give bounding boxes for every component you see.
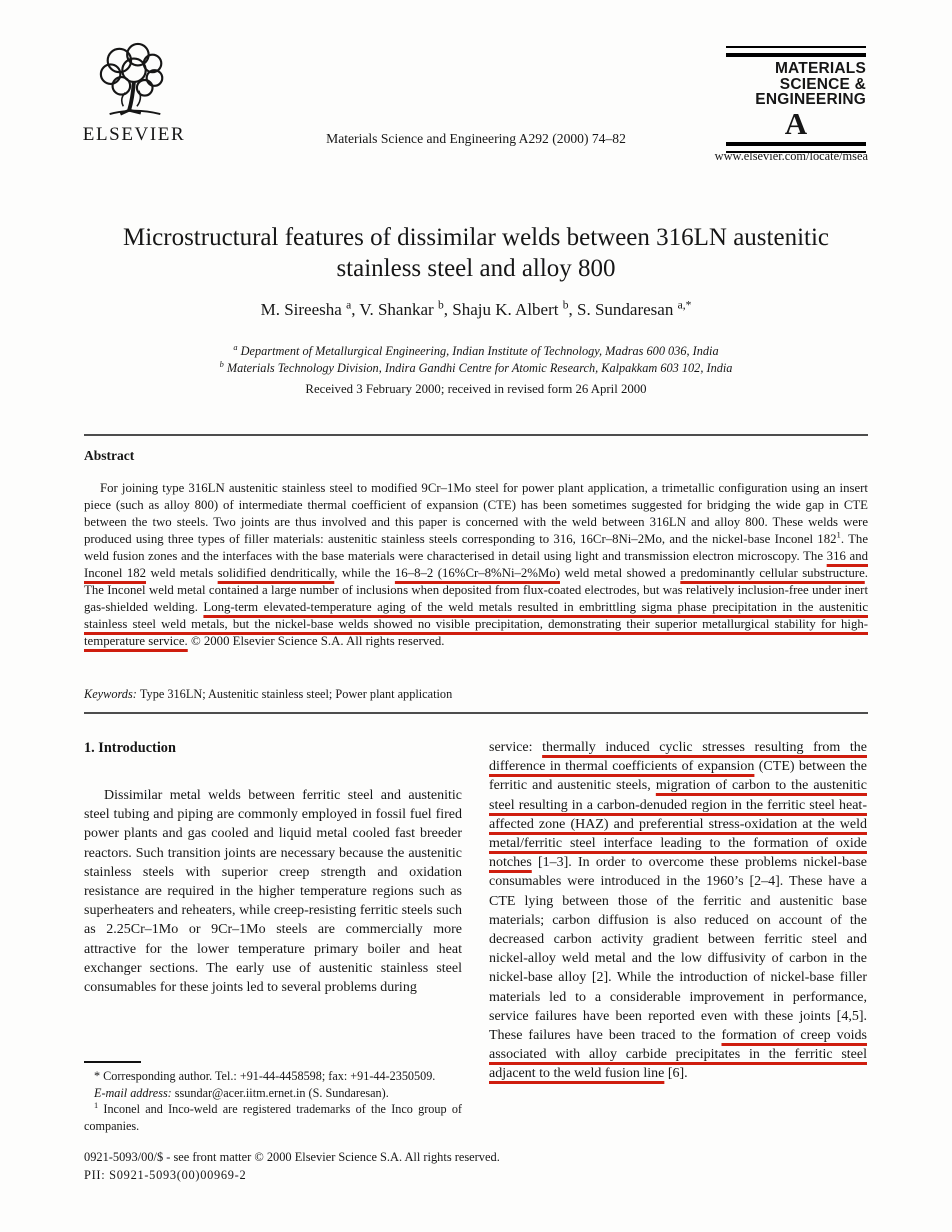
- introduction-right-paragraph: service: thermally induced cyclic stresses resulting from the difference in thermal coefficients of expansion (CTE) between the ferritic and austenitic steels, migration of carbon to the austenitic steel resulting in a carbon-denuded region in the ferritic steel heat-affected zone (HAZ) and preferential stress-oxidation at the weld metal/ferritic steel interface leading to the formation of oxide notches [1–3]. In order to overcome these problems nickel-base consumables were introduced in the 1960’s [2–4]. These have a CTE lying between those of the ferritic and austenitic base materials; carbon diffusion is also reduced on account of the decreased carbon activity gradient between ferritic steel and nickel-alloy weld metal and the low diffusivity of carbon in the nickel-base alloy [2]. While the introduction of nickel-base filler materials led to a considerable improvement in performance, service failures have been reported even with these joints [4,5]. These failures have been traced to the formation of creep voids associated with alloy carbide precipitates in the ferritic steel adjacent to the weld fusion line [6].: [489, 740, 868, 1082]
- footnote-trademark: $^1$ Inconel and Inco-weld are registered trademarks of the Inco group of companies.: [84, 1101, 462, 1133]
- introduction-left-paragraph: Dissimilar metal welds between ferritic steel and austenitic steel tubing and piping are commonly employed in fossil fuel fired power plants and gas cooled and liquid metal cooled fast breeder reactors. Such transition joints are necessary because the austenitic stainless steels with superior creep strength and oxidation resistance are required in the higher temperature regions such as superheaters and reheaters, while creep-resisting ferritic steels such as 2.25Cr–1Mo or 9Cr–1Mo steels are commercially more attractive for the lower temperature primary boiler and heat exchanger sections. The early use of austenitic stainless steel consumables for these joints led to several problems during: [84, 788, 462, 996]
- journal-citation: Materials Science and Engineering A292 (2000) 74–82: [326, 131, 626, 146]
- footnote-corresponding-author: * Corresponding author. Tel.: +91-44-4458598; fax: +91-44-2350509.: [94, 1069, 436, 1084]
- received-dates-line: Received 3 February 2000; received in revised form 26 April 2000: [305, 382, 647, 396]
- footnote-divider: [84, 1061, 141, 1063]
- footnote-email-address: E-mail address: ssundar@acer.iitm.ernet.in (S. Sundaresan).: [94, 1085, 389, 1100]
- two-column-body: [84, 738, 868, 1134]
- right-column: [489, 738, 867, 1134]
- keywords-line: Keywords: Type 316LN; Austenitic stainless steel; Power plant application: [84, 687, 453, 701]
- journal-logo-top-rules: [726, 46, 866, 57]
- affiliation-a: $^a$ Department of Metallurgical Engineering, Indian Institute of Technology, Madras 600 036, India: [233, 342, 719, 358]
- footer-pii-line: PII: S0921-5093(00)00969-2: [84, 1167, 247, 1182]
- journal-logo-title: [726, 61, 866, 108]
- journal-website-url: www.elsevier.com/locate/msea: [714, 149, 868, 163]
- paper-title: Microstructural features of dissimilar welds between 316LN austenitic stainless steel and alloy 800: [122, 224, 830, 282]
- red-underline-annotation: 16–8–2 (16%Cr–8%Ni–2%Mo): [394, 566, 560, 580]
- footnote-block: [84, 1055, 462, 1134]
- left-column: [84, 738, 462, 1134]
- red-underline-annotation: solidified dendritically: [217, 566, 335, 580]
- affiliation-b: $^b$ Materials Technology Division, Indira Gandhi Centre for Atomic Research, Kalpakkam 603 102, India: [219, 359, 733, 375]
- elsevier-wordmark: ELSEVIER: [82, 124, 186, 145]
- divider-below-keywords: [84, 712, 868, 714]
- red-underline-annotation: 316 and Inconel 182: [84, 549, 868, 580]
- red-underline-annotation: thermally induced cyclic stresses resulting from the difference in thermal coefficients of expansion: [489, 740, 867, 775]
- journal-logo-line3: ENGINEERING: [755, 91, 866, 108]
- introduction-heading: 1. Introduction: [84, 740, 176, 756]
- journal-logo-line2: SCIENCE &: [779, 75, 866, 93]
- page-footer: [84, 1149, 500, 1184]
- red-underline-annotation: migration of carbon to the austenitic steel resulting in a carbon-denuded region in the ferritic steel heat-affected zone (HAZ) and preferential stress-oxidation at the weld metal/ferritic steel interface leading to the formation of oxide notches: [489, 778, 867, 871]
- footer-issn-line: 0921-5093/00/$ - see front matter © 2000 Elsevier Science S.A. All rights reserved.: [84, 1150, 500, 1164]
- journal-logo: [726, 46, 866, 153]
- elsevier-tree-icon: [88, 105, 180, 122]
- red-underline-annotation: formation of creep voids associated with alloy carbide precipitates in the ferritic steel adjacent to the weld fusion line: [489, 1028, 868, 1082]
- journal-logo-letter: A: [784, 105, 808, 141]
- affiliations-block: [0, 343, 952, 376]
- red-underline-annotation: Long-term elevated-temperature aging of the weld metals resulted in embrittling sigma phase precipitation in the austenitic stainless steel weld metals, but the nickel-base welds showed no visible precipitation, demonstrating their superior metallurgical stability for high-temperature service.: [84, 600, 868, 648]
- red-underline-annotation: predominantly cellular substructure: [680, 566, 865, 580]
- journal-logo-line1: MATERIALS: [774, 60, 866, 77]
- abstract-heading: Abstract: [84, 448, 135, 463]
- divider-above-abstract: [84, 434, 868, 436]
- authors-line: M. Sireesha $^a$, V. Shankar $^b$, Shaju K. Albert $^b$, S. Sundaresan $^{a,*}$: [260, 298, 692, 319]
- abstract-paragraph: For joining type 316LN austenitic stainless steel to modified 9Cr–1Mo steel for power plant application, a trimetallic configuration using an insert piece (such as alloy 800) of intermediate thermal coefficient of expansion (CTE) has been sometimes suggested for bridging the wide gap in CTE between the two steels. Two joints are thus involved and this paper is concerned with the weld between 316LN and alloy 800. These welds were produced using three types of filler materials: austenitic stainless steels corresponding to 316, 16Cr–8Ni–2Mo, and the nickel-base Inconel $182^1$. The weld fusion zones and the interfaces with the base materials were characterised in detail using light and transmission electron microscopy. The 316 and Inconel 182 weld metals solidified dendritically, while the 16–8–2 (16%Cr–8%Ni–2%Mo) weld metal showed a predominantly cellular substructure. The Inconel weld metal contained a large number of inclusions when deposited from flux-coated electrodes, but was relatively inclusion-free under inert gas-shielded welding. Long-term elevated-temperature aging of the weld metals resulted in embrittling sigma phase precipitation in the austenitic stainless steel weld metals, but the nickel-base welds showed no visible precipitation, demonstrating their superior metallurgical stability for high-temperature service. © 2000 Elsevier Science S.A. All rights reserved.: [84, 481, 869, 648]
